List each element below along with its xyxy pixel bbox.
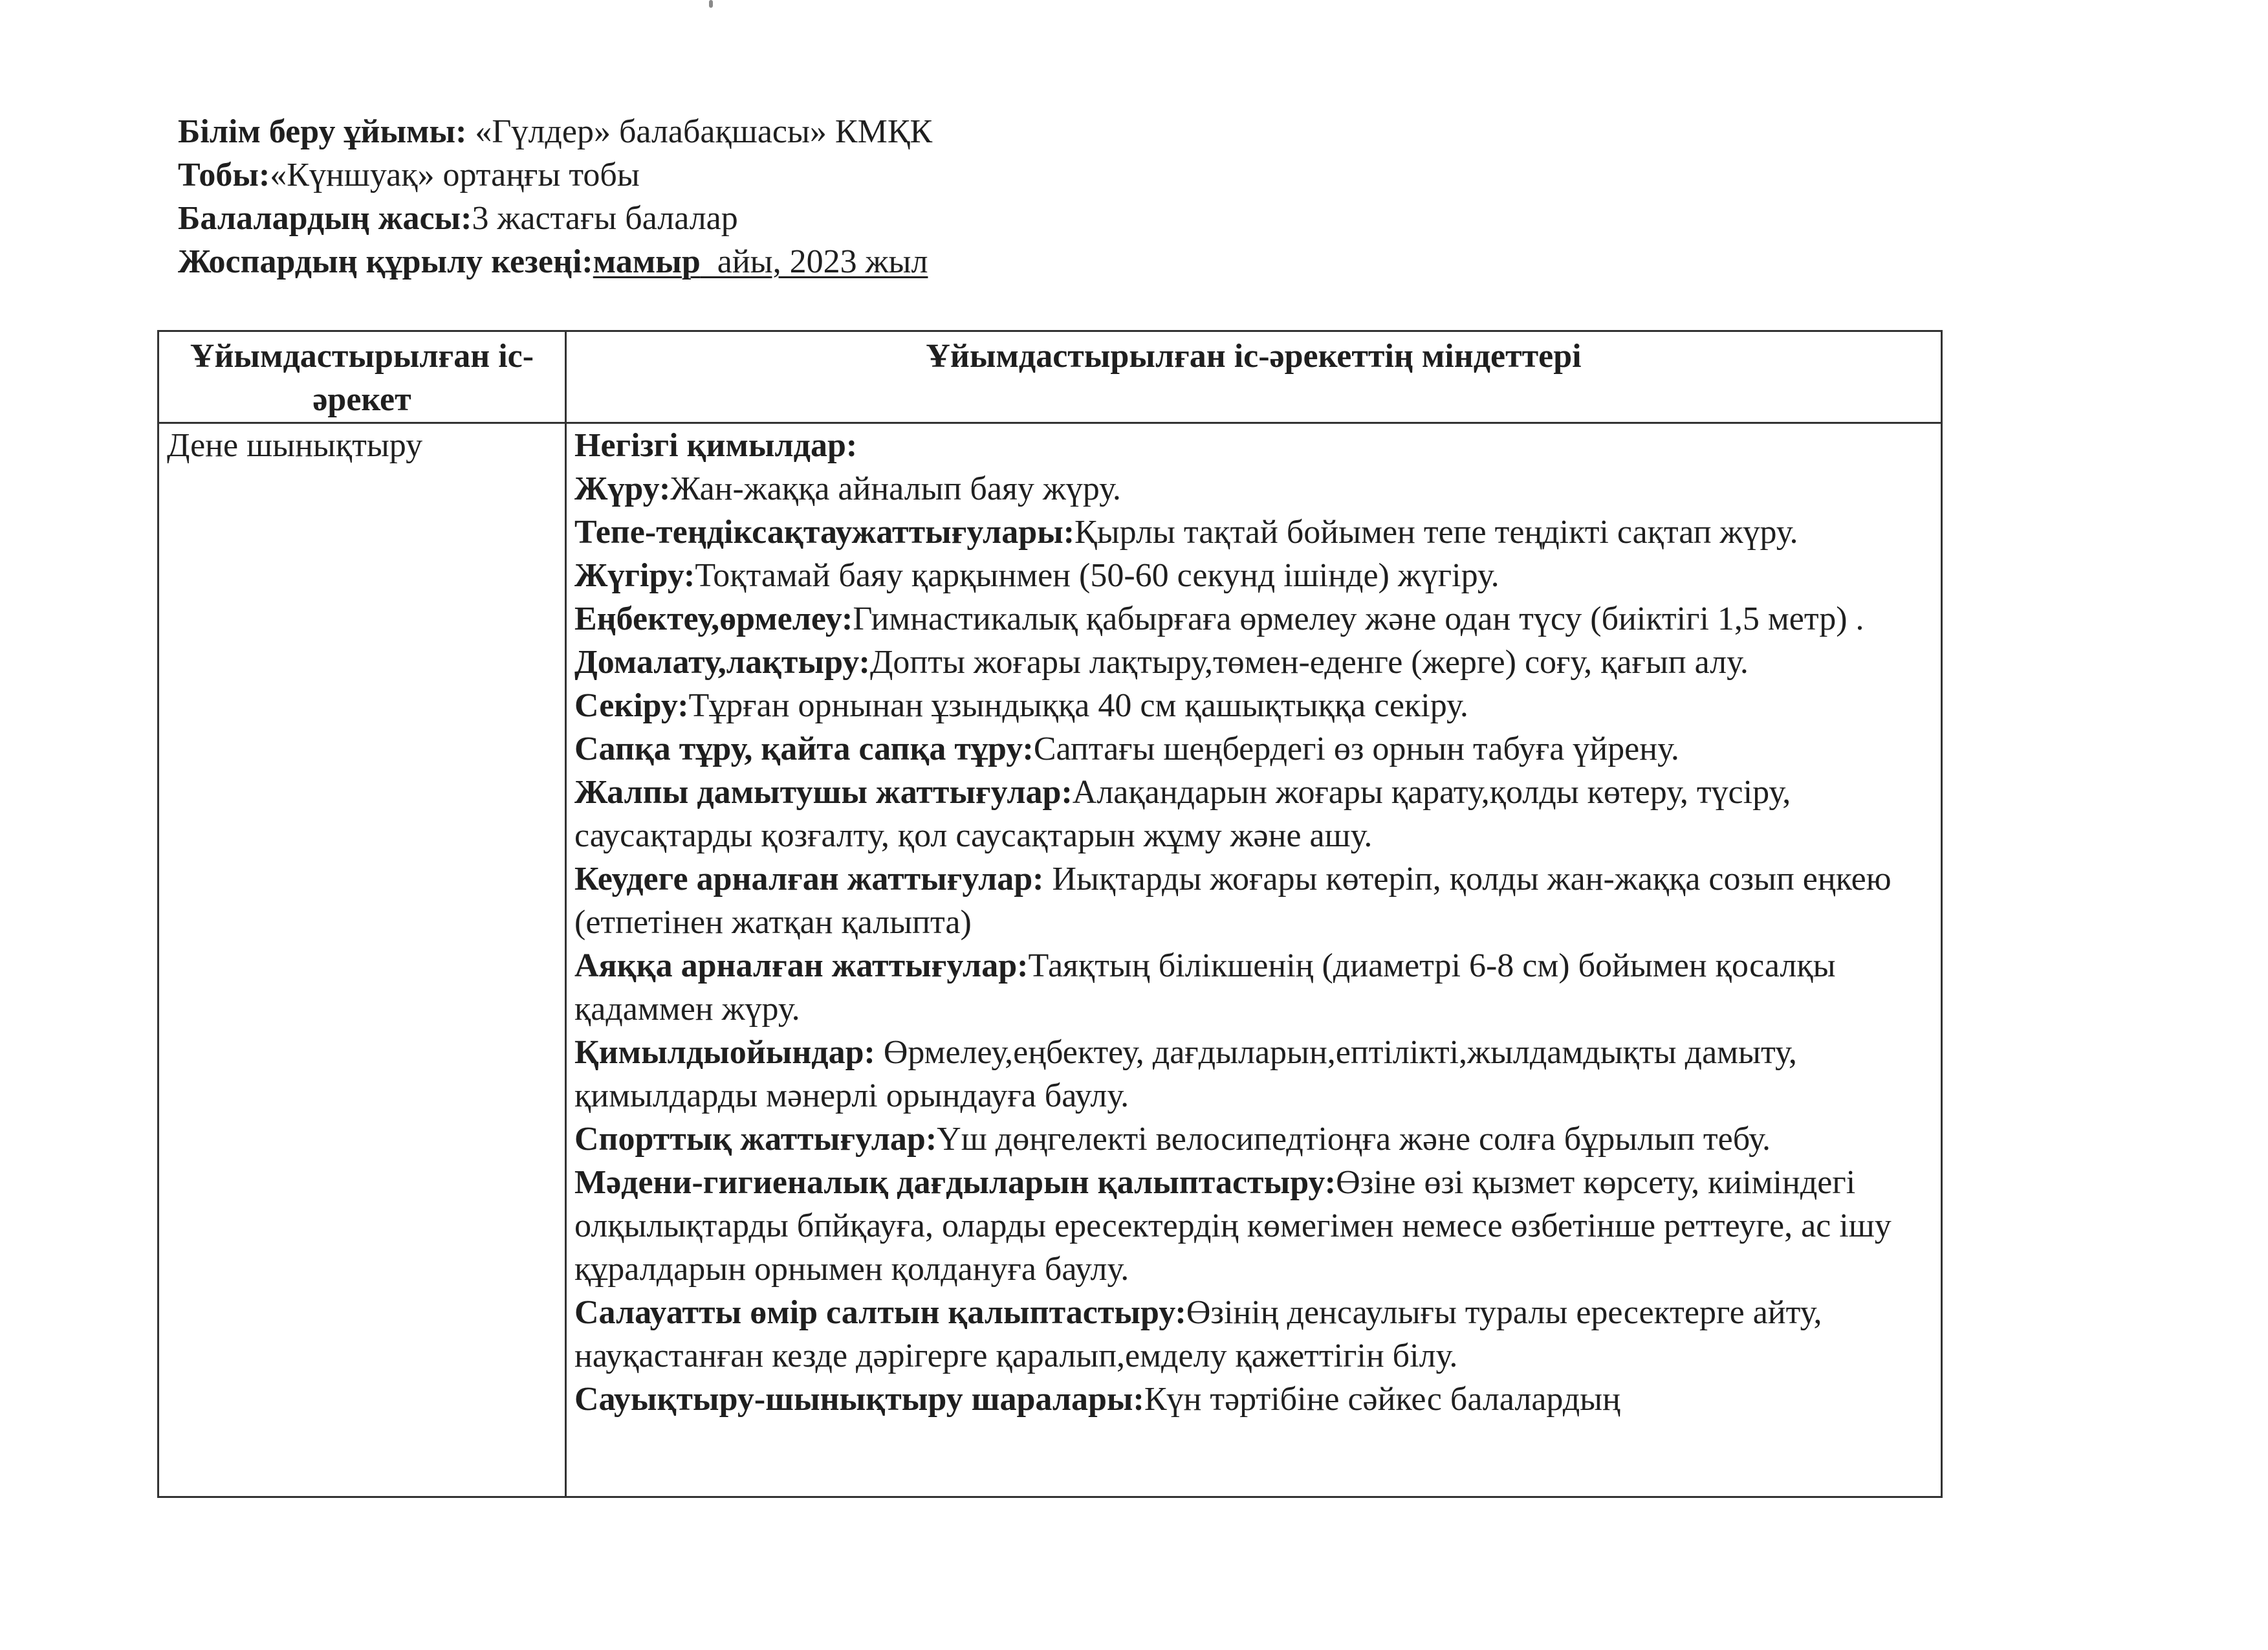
age-line [178, 197, 932, 240]
task-item: Секіру:Тұрған орнынан ұзындыққа 40 см қашықтыққа секіру. [574, 687, 1468, 724]
org-label: Білім беру ұйымы: [178, 113, 467, 150]
period-line [178, 240, 932, 283]
task-item: Кеудеге арналған жаттығулар: Иықтарды жоғары көтеріп, қолды жан-жаққа созып еңкею (етпетінен жатқан қалыпта) [574, 861, 1892, 941]
task-item: Жалпы дамытушы жаттығулар:Алақандарын жоғары қарату,қолды көтеру, түсіру, саусақтарды қозғалту, қол саусақтарын жұму және ашу. [574, 774, 1791, 854]
column-header-activity: Ұйымдастырылған іс-әрекет [158, 331, 566, 423]
task-item: Сапқа тұру, қайта сапқа тұру:Саптағы шеңбердегі өз орнын табуға үйрену. [574, 731, 1679, 767]
task-item: Еңбектеу,өрмелеу:Гимнастикалық қабырғаға өрмелеу және одан түсу (биіктігі 1,5 метр) . [574, 600, 1864, 637]
group-line [178, 153, 932, 197]
task-item: Мәдени-гигиеналық дағдыларын қалыптастыру:Өзіне өзі қызмет көрсету, киіміндегі олқылықтарды бпйқауға, оларды ересектердің көмегімен немесе өзбетінше реттеуге, ас ішу құралдарын орнымен қолдануға баулу. [574, 1164, 1892, 1288]
activity-cell: Дене шынықтыру [158, 423, 566, 1497]
age-value: 3 жастағы балалар [472, 200, 738, 237]
group-value: «Күншуақ» ортаңғы тобы [270, 157, 640, 193]
task-item: Жүгіру:Тоқтамай баяу қарқынмен (50-60 секунд ішінде) жүгіру. [574, 557, 1499, 594]
scan-mark [709, 0, 713, 8]
org-value: «Гүлдер» балабақшасы» КМҚК [466, 113, 933, 150]
task-item: Салауатты өмір салтын қалыптастыру:Өзінің денсаулығы туралы ересектерге айту, науқастанған кезде дәрігерге қаралып,емделу қажеттігін білу. [574, 1294, 1822, 1374]
task-item: Жүру:Жан-жаққа айналып баяу жүру. [574, 470, 1121, 507]
tasks-heading: Негізгі қимылдар: [574, 427, 858, 464]
task-item: Қимылдыойындар: Өрмелеу,еңбектеу, дағдыларын,ептілікті,жылдамдықты дамыту, қимылдарды мәнерлі орындауға баулу. [574, 1034, 1797, 1114]
task-item: Аяққа арналған жаттығулар:Таяқтың білікшенің (диаметрі 6-8 см) бойымен қосалқы қадаммен жүру. [574, 947, 1836, 1028]
org-line [178, 110, 932, 153]
table-row [158, 423, 1942, 1497]
period-label: Жоспардың құрылу кезеңі: [178, 243, 593, 280]
age-label: Балалардың жасы: [178, 200, 472, 237]
tasks-cell [566, 423, 1942, 1497]
column-header-tasks: Ұйымдастырылған іс-әрекеттің міндеттері [566, 331, 1942, 423]
task-item: Домалату,лақтыру:Допты жоғары лақтыру,төмен-еденге (жерге) соғу, қағып алу. [574, 644, 1749, 681]
task-item: Сауықтыру-шынықтыру шаралары:Күн тәртібіне сәйкес балалардың [574, 1381, 1620, 1418]
plan-table [157, 330, 1943, 1498]
period-rest: айы, 2023 жыл [700, 243, 928, 280]
task-item: Спорттық жаттығулар:Үш дөңгелекті велосипедтіоңға және солға бұрылып тебу. [574, 1121, 1771, 1158]
period-month: мамыр [593, 243, 701, 280]
group-label: Тобы: [178, 157, 270, 193]
table-header-row [158, 331, 1942, 423]
period-value [593, 243, 928, 280]
task-item: Тепе-теңдіксақтаужаттығулары:Қырлы тақтай бойымен тепе теңдікті сақтап жүру. [574, 514, 1798, 551]
document-header [178, 110, 932, 283]
